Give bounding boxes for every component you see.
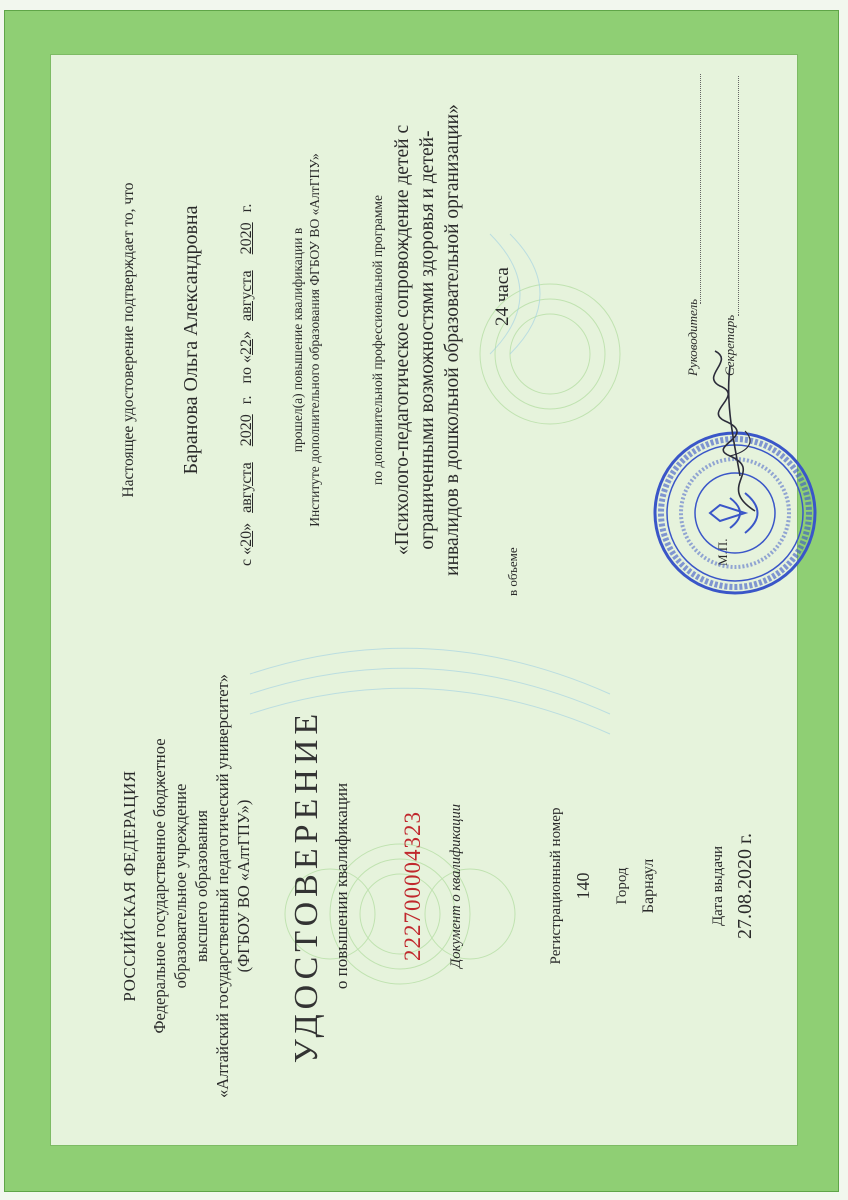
issue-date-label: Дата выдачи — [710, 845, 726, 927]
volume-label: в объеме — [505, 547, 520, 596]
program-title-line-1: «Психолого-педагогическое сопровождение детей с — [392, 124, 413, 556]
secretary-signature-line — [738, 76, 739, 316]
secretary-label: Секретарь — [722, 314, 737, 376]
passed-line-1: прошел(а) повышение квалификации в — [290, 227, 305, 453]
left-page — [50, 626, 798, 1146]
institution-line-4: «Алтайский государственный педагогический университет» — [213, 674, 232, 1098]
institution-line-5: (ФГБОУ ВО «АлтГПУ») — [234, 799, 253, 973]
passed-line-2: Институте дополнительного образования ФГБОУ ВО «АлтГПУ» — [307, 153, 322, 527]
program-title-line-3: инвалидов в дошкольной образовательной организации» — [442, 104, 463, 576]
seal-place-label: М.П. — [715, 538, 730, 566]
program-title-line-2: ограниченными возможностями здоровья и детей- — [417, 130, 438, 550]
handwritten-signature — [695, 346, 770, 516]
registration-number: 140 — [573, 872, 593, 900]
recipient-name: Баранова Ольга Александровна — [180, 205, 202, 475]
head-label: Руководитель — [685, 298, 700, 376]
date-range: с «20» августа 2020 г. по «22» августа 2020 г. — [238, 203, 255, 566]
year-suffix: г. — [238, 395, 255, 405]
date-to-prefix: по — [238, 366, 255, 384]
year-suffix-2: г. — [238, 203, 255, 213]
institution-line-2: образовательное учреждение — [171, 783, 190, 989]
date-from-day: 20 — [238, 530, 255, 547]
document-type-caption: Документ о квалификации — [448, 804, 464, 968]
head-signature-line — [700, 74, 701, 304]
volume-value: 24 часа — [492, 267, 513, 326]
certificate-content — [50, 54, 798, 1146]
institution-line-3: высшего образования — [192, 810, 211, 962]
country-heading: РОССИЙСКАЯ ФЕДЕРАЦИЯ — [120, 770, 139, 1002]
institution-line-1: Федеральное государственное бюджетное — [150, 738, 169, 1034]
date-to-month: августа — [238, 270, 255, 321]
date-from-year: 2020 — [238, 414, 255, 447]
date-from-month: августа — [238, 462, 255, 513]
registration-label: Регистрационный номер — [548, 807, 564, 965]
issue-date-value: 27.08.2020 г. — [734, 833, 756, 939]
date-to-day: 22 — [238, 338, 255, 355]
city-label: Город — [614, 867, 630, 905]
program-caption: по дополнительной профессиональной программе — [370, 195, 385, 485]
date-to-year: 2020 — [238, 222, 255, 255]
date-from-prefix: с — [238, 558, 255, 566]
city-value: Барнаул — [640, 858, 657, 914]
document-subtitle: о повышении квалификации — [332, 782, 351, 990]
intro-text: Настоящее удостоверение подтверждает то, что — [120, 182, 137, 498]
document-title: УДОСТОВЕРЕНИЕ — [288, 708, 325, 1064]
document-number: 222700004323 — [400, 811, 425, 961]
